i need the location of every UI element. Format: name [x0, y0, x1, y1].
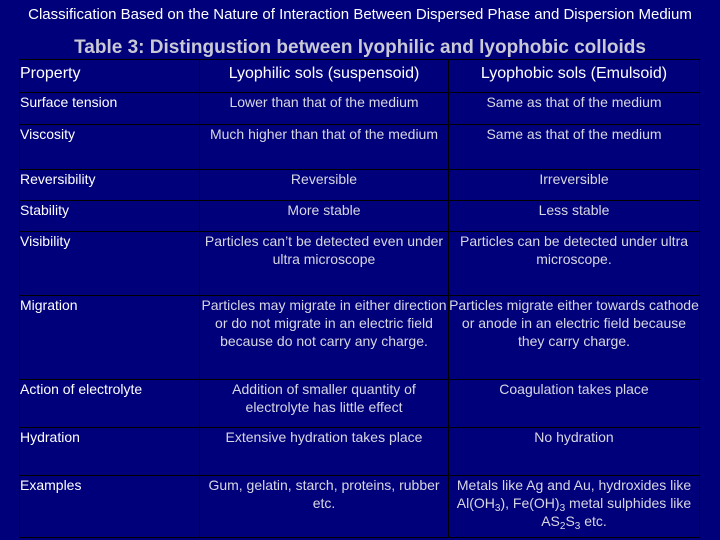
- row-lyophobic: Particles can be detected under ultra microscope.: [449, 232, 700, 296]
- row-lyophilic: Particles may migrate in either direction or do not migrate in an electric field because do not carry any charge.: [200, 296, 449, 380]
- row-lyophilic: More stable: [200, 201, 449, 232]
- table-row: [20, 232, 700, 296]
- header-lyophilic: Lyophilic sols (suspensoid): [200, 60, 449, 93]
- row-lyophobic: No hydration: [449, 428, 700, 476]
- row-property: Action of electrolyte: [20, 380, 200, 428]
- table-row: [20, 380, 700, 428]
- table-title: Table 3: Distingustion between lyophilic and lyophobic colloids: [74, 37, 646, 58]
- table-row: [20, 170, 700, 201]
- slide-header: Classification Based on the Nature of Interaction Between Dispersed Phase and Dispersion Medium: [28, 6, 692, 23]
- row-property: Examples: [20, 476, 200, 538]
- row-lyophobic: Same as that of the medium: [449, 125, 700, 170]
- table-row: [20, 201, 700, 232]
- table-row: [20, 296, 700, 380]
- table-row: [20, 476, 700, 538]
- row-lyophobic: Metals like Ag and Au, hydroxides like $Al(OH_3)$, $Fe(OH)_3$ metal sulphides like $AS_2S_3$ etc.: [449, 476, 700, 538]
- row-property: Hydration: [20, 428, 200, 476]
- row-lyophilic: Much higher than that of the medium: [200, 125, 449, 170]
- row-property: Viscosity: [20, 125, 200, 170]
- table-row: [20, 428, 700, 476]
- row-property: Stability: [20, 201, 200, 232]
- row-lyophilic: Lower than that of the medium: [200, 93, 449, 125]
- header-lyophobic: Lyophobic sols (Emulsoid): [449, 60, 700, 93]
- row-lyophobic: Coagulation takes place: [449, 380, 700, 428]
- comparison-table: [19, 59, 700, 538]
- table-header-row: [20, 60, 700, 93]
- row-lyophilic: Gum, gelatin, starch, proteins, rubber etc.: [200, 476, 449, 538]
- row-lyophilic: Reversible: [200, 170, 449, 201]
- row-lyophilic: Particles can’t be detected even under ultra microscope: [200, 232, 449, 296]
- table-row: [20, 93, 700, 125]
- row-property: Surface tension: [20, 93, 200, 125]
- row-lyophobic: Less stable: [449, 201, 700, 232]
- row-property: Migration: [20, 296, 200, 380]
- row-lyophobic: Particles migrate either towards cathode or anode in an electric field because they carry charge.: [449, 296, 700, 380]
- row-lyophilic: Addition of smaller quantity of electrolyte has little effect: [200, 380, 449, 428]
- table-row: [20, 125, 700, 170]
- header-property: Property: [20, 60, 200, 93]
- row-property: Visibility: [20, 232, 200, 296]
- row-lyophobic: Irreversible: [449, 170, 700, 201]
- row-property: Reversibility: [20, 170, 200, 201]
- row-lyophobic: Same as that of the medium: [449, 93, 700, 125]
- row-lyophilic: Extensive hydration takes place: [200, 428, 449, 476]
